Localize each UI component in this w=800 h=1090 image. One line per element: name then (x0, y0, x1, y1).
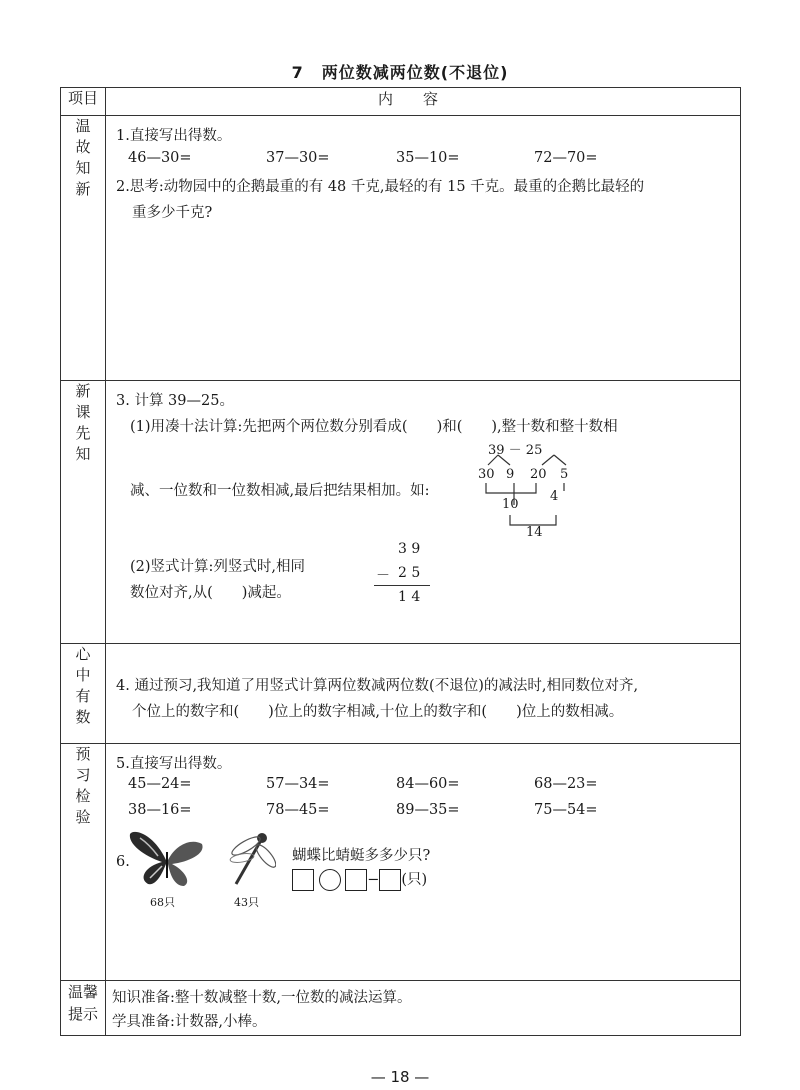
q3-part2-line2: 数位对齐,从( )减起。 (130, 585, 291, 601)
diagram-part: 9 (506, 467, 515, 482)
lesson-number: 7 (291, 63, 304, 82)
q4-line2: 个位上的数字和( )位上的数字相减,十位上的数字和( )位上的数相减。 (132, 704, 624, 720)
diagram-part: 20 (530, 467, 547, 482)
q5-eq: 78—45= (266, 802, 330, 818)
q5-eq: 38—16= (128, 802, 192, 818)
vertical-calculation (368, 541, 438, 621)
worksheet-table (60, 87, 741, 1036)
section-label-wgzx: 温故知新 (61, 116, 106, 381)
q5-eq: 84—60= (396, 776, 460, 792)
q3-part1-line2: 减、一位数和一位数相减,最后把结果相加。如: (130, 483, 430, 499)
q1-eq: 46—30= (128, 150, 192, 166)
q6-answer-template (292, 868, 427, 891)
section-yxjy (106, 744, 741, 981)
diagram-part: 5 (560, 467, 569, 482)
section-label-yxjy: 预习检验 (61, 744, 106, 981)
answer-box[interactable] (292, 869, 314, 891)
q3-part2-line1: (2)竖式计算:列竖式时,相同 (130, 559, 306, 575)
unit-label: (只) (401, 872, 428, 888)
q4-line1: 4. 通过预习,我知道了用竖式计算两位数减两位数(不退位)的减法时,相同数位对齐, (116, 678, 639, 694)
tip-line1: 知识准备:整十数减整十数,一位数的减法运算。 (112, 990, 412, 1006)
q2-line1: 2.思考:动物园中的企鹅最重的有 48 千克,最轻的有 15 千克。最重的企鹅比最轻的 (116, 179, 645, 195)
answer-box[interactable] (379, 869, 401, 891)
vcalc-top: 3 9 (398, 541, 421, 557)
q6-number: 6. (116, 854, 130, 870)
butterfly-icon (126, 828, 208, 888)
diagram-mid: 4 (550, 489, 559, 504)
section-label-xkxz: 新课先知 (61, 381, 106, 644)
q6-question: 蝴蝶比蜻蜓多多少只? (292, 848, 431, 864)
operator-circle[interactable] (319, 869, 341, 891)
section-wgzx (106, 116, 741, 381)
q5-eq: 75—54= (534, 802, 598, 818)
q5-eq: 57—34= (266, 776, 330, 792)
header-content: 内容 (106, 88, 741, 116)
q3-part1-line1: (1)用凑十法计算:先把两个两位数分别看成( )和( ),整十数和整十数相 (130, 419, 618, 435)
section-label-xzys: 心中有数 (61, 644, 106, 744)
page-title (0, 60, 800, 83)
q1-eq: 37—30= (266, 150, 330, 166)
section-xzys (106, 644, 741, 744)
lesson-title: 两位数减两位数(不退位) (321, 63, 509, 82)
q1-eq: 72—70= (534, 150, 598, 166)
butterfly-count: 68只 (150, 896, 175, 909)
decomposition-diagram (476, 437, 596, 540)
equals-sign: − (367, 872, 380, 888)
q1-eq: 35—10= (396, 150, 460, 166)
q5-eq: 45—24= (128, 776, 192, 792)
vcalc-op: － (376, 568, 390, 584)
q5-title: 5.直接写出得数。 (116, 756, 232, 772)
diagram-part: 30 (478, 467, 495, 482)
header-item: 项目 (61, 88, 106, 116)
diagram-result: 14 (526, 525, 543, 540)
section-xkxz (106, 381, 741, 644)
dragonfly-count: 43只 (234, 896, 259, 909)
q3-title: 3. 计算 39—25。 (116, 393, 234, 409)
vcalc-rule (374, 585, 430, 586)
answer-box[interactable] (345, 869, 367, 891)
tip-line2: 学具准备:计数器,小棒。 (112, 1014, 267, 1030)
section-label-wxts: 温馨提示 (61, 981, 106, 1036)
dragonfly-icon (226, 828, 276, 888)
q5-eq: 89—35= (396, 802, 460, 818)
diagram-top: 39 － 25 (488, 443, 543, 458)
q1-title: 1.直接写出得数。 (116, 128, 232, 144)
q5-eq: 68—23= (534, 776, 598, 792)
vcalc-bottom: 2 5 (398, 565, 421, 581)
page-number: — 18 — (370, 1068, 430, 1086)
section-wxts (106, 981, 741, 1036)
vcalc-result: 1 4 (398, 589, 421, 605)
diagram-mid: 10 (502, 497, 519, 512)
q2-line2: 重多少千克? (132, 205, 213, 221)
